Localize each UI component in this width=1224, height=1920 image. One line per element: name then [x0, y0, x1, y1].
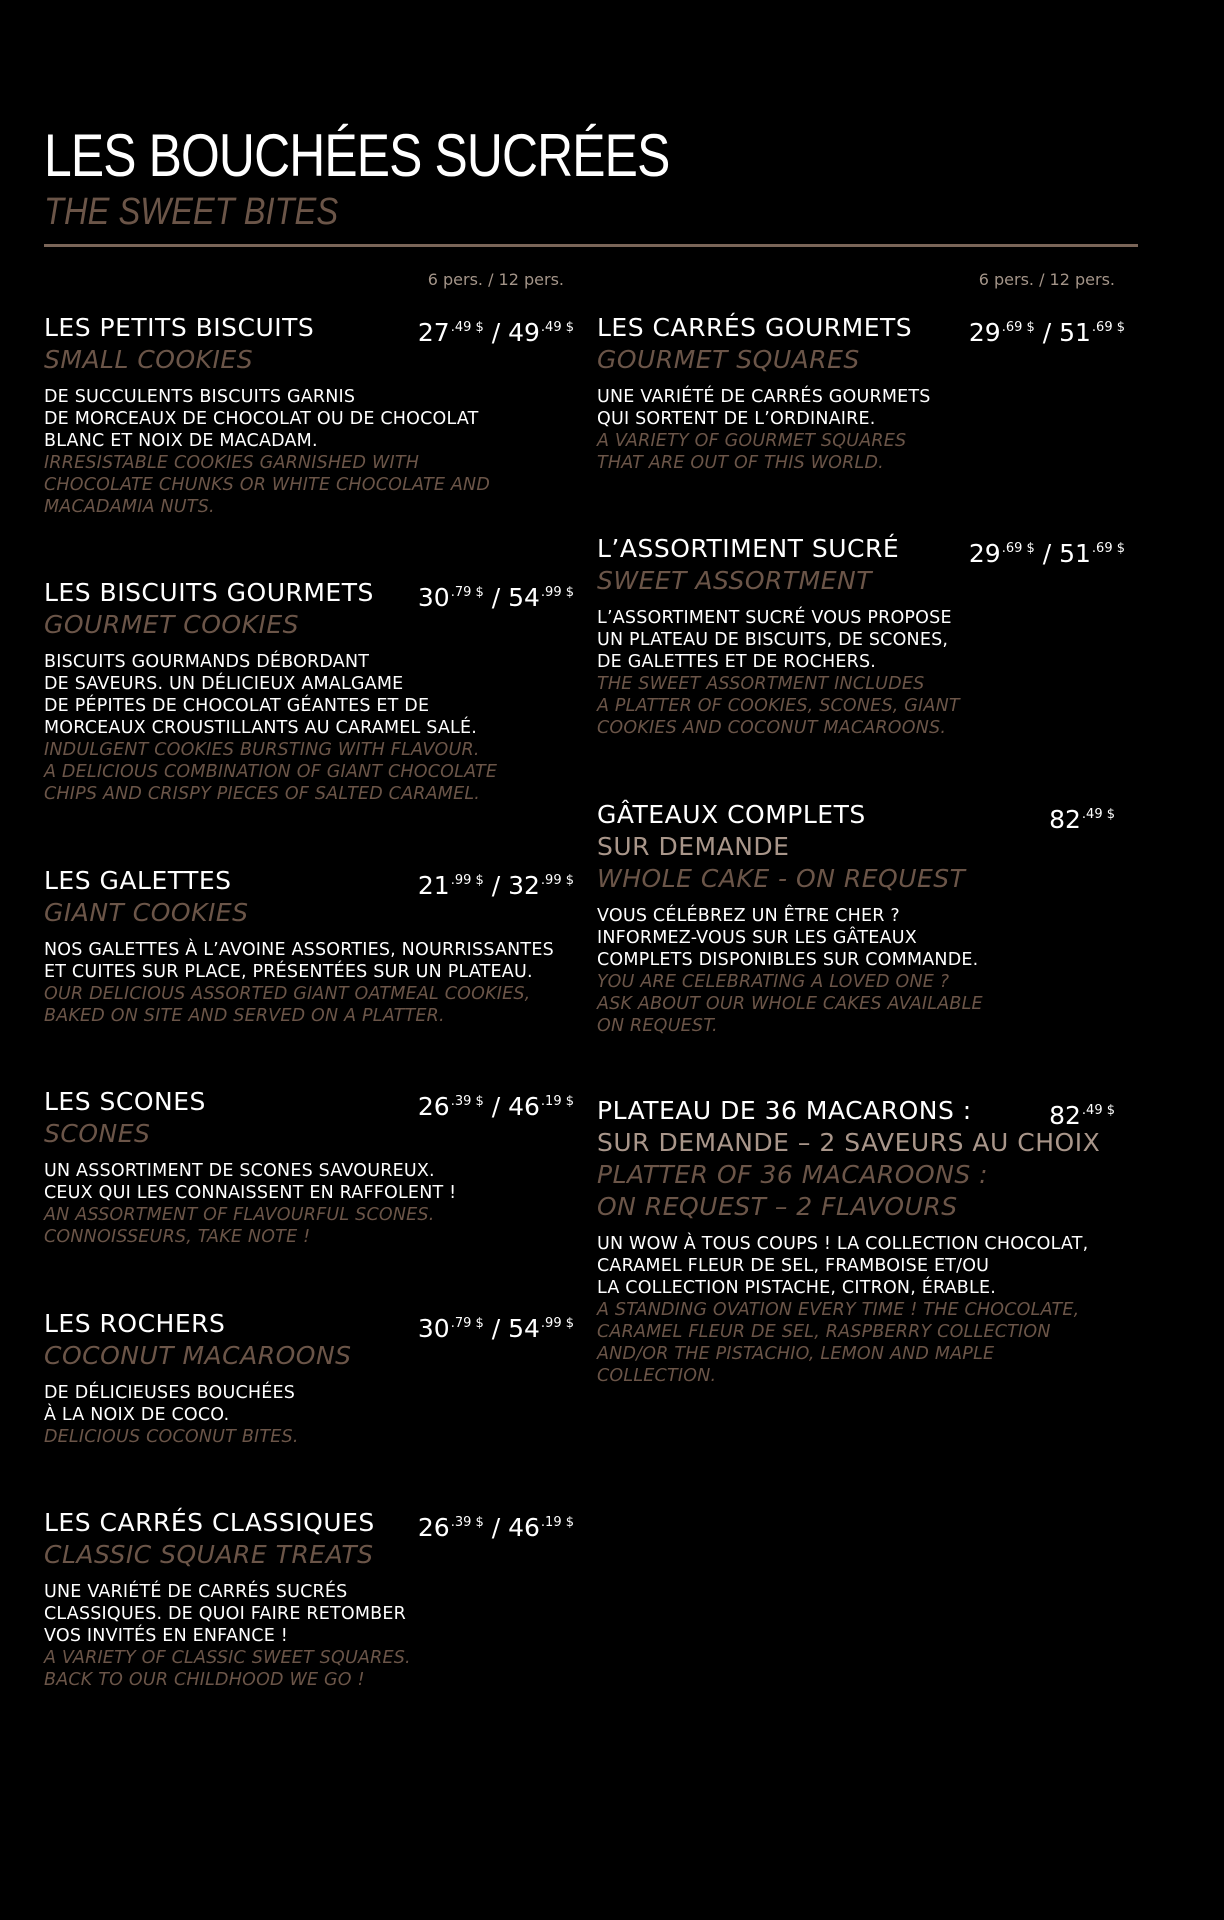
- item-name-en: GOURMET COOKIES: [44, 610, 300, 639]
- price-whole-cake: 82: [1049, 805, 1081, 834]
- price-12: 51: [1059, 318, 1091, 347]
- item-price: [418, 1086, 574, 1123]
- price-separator: /: [483, 1314, 509, 1343]
- menu-item: [44, 1086, 574, 1248]
- item-price: [418, 1507, 574, 1544]
- menu-item: [44, 1507, 574, 1691]
- item-name-en-detail: ON REQUEST – 2 FLAVOURS: [597, 1192, 958, 1221]
- item-name: LES CARRÉS GOURMETS: [597, 313, 913, 342]
- item-description-en: THE SWEET ASSORTMENT INCLUDES A PLATTER OF COOKIES, SCONES, GIANT COOKIES AND COCONUT MACAROONS.: [597, 674, 960, 738]
- menu-item: [597, 312, 1125, 474]
- price-separator: /: [483, 871, 509, 900]
- price-6-cents: .99 $: [450, 873, 484, 888]
- price-6: 29: [968, 539, 1001, 568]
- item-name-en: SMALL COOKIES: [44, 345, 254, 374]
- item-name: LES PETITS BISCUITS: [44, 313, 315, 342]
- item-name-en: GIANT COOKIES: [44, 898, 249, 927]
- price-12-cents: .49 $: [540, 320, 574, 335]
- price-6: 26: [417, 1092, 450, 1121]
- price-6: 26: [417, 1513, 450, 1542]
- price-whole-cake-cents: .49 $: [1081, 807, 1115, 822]
- price-separator: /: [483, 318, 509, 347]
- menu-item: [44, 312, 574, 518]
- item-description-en: INDULGENT COOKIES BURSTING WITH FLAVOUR. A DELICIOUS COMBINATION OF GIANT CHOCOLATE CHIPS AND CRISPY PIECES OF SALTED CARAMEL.: [44, 740, 498, 804]
- price-6-cents: .79 $: [450, 585, 484, 600]
- item-description-en: AN ASSORTMENT OF FLAVOURFUL SCONES. CONNOISSEURS, TAKE NOTE !: [44, 1205, 435, 1247]
- price-6-cents: .49 $: [450, 320, 484, 335]
- item-name-en: GOURMET SQUARES: [597, 345, 860, 374]
- item-name: LES GALETTES: [44, 866, 232, 895]
- price-12-cents: .19 $: [540, 1094, 574, 1109]
- page-subtitle: THE SWEET BITES: [44, 191, 339, 233]
- price-6-cents: .69 $: [1001, 320, 1035, 335]
- price-separator: /: [483, 1513, 509, 1542]
- price-separator: /: [483, 1092, 509, 1121]
- item-description-en: OUR DELICIOUS ASSORTED GIANT OATMEAL COOKIES, BAKED ON SITE AND SERVED ON A PLATTER.: [44, 984, 531, 1026]
- item-description: UNE VARIÉTÉ DE CARRÉS SUCRÉS CLASSIQUES. DE QUOI FAIRE RETOMBER VOS INVITÉS EN ENFANCE !: [44, 1582, 406, 1646]
- item-name-detail: SUR DEMANDE – 2 SAVEURS AU CHOIX: [597, 1128, 1101, 1157]
- header-divider: [44, 244, 1138, 247]
- item-description: VOUS CÉLÉBREZ UN ÊTRE CHER ? INFORMEZ-VOUS SUR LES GÂTEAUX COMPLETS DISPONIBLES SUR COMMANDE.: [597, 906, 979, 970]
- item-name: LES SCONES: [44, 1087, 206, 1116]
- price-separator: /: [483, 583, 509, 612]
- price-6-cents: .69 $: [1001, 541, 1035, 556]
- price-12-cents: .99 $: [540, 873, 574, 888]
- item-description: DE SUCCULENTS BISCUITS GARNIS DE MORCEAUX DE CHOCOLAT OU DE CHOCOLAT BLANC ET NOIX DE MACADAM.: [44, 387, 479, 451]
- item-name-en: WHOLE CAKE - ON REQUEST: [597, 864, 966, 893]
- item-description: UN ASSORTIMENT DE SCONES SAVOUREUX. CEUX QUI LES CONNAISSENT EN RAFFOLENT !: [44, 1161, 457, 1203]
- item-name: LES ROCHERS: [44, 1309, 226, 1338]
- price-platter-cents: .49 $: [1081, 1103, 1115, 1118]
- right-column: [597, 270, 1127, 1470]
- price-separator: /: [1034, 318, 1060, 347]
- item-description: UNE VARIÉTÉ DE CARRÉS GOURMETS QUI SORTENT DE L’ORDINAIRE.: [597, 387, 931, 429]
- item-name-en: SWEET ASSORTMENT: [597, 566, 873, 595]
- price-6: 30: [417, 1314, 450, 1343]
- price-separator: /: [1034, 539, 1060, 568]
- price-12-cents: .99 $: [540, 1316, 574, 1331]
- item-name: LES CARRÉS CLASSIQUES: [44, 1508, 375, 1537]
- price-12: 54: [508, 1314, 540, 1343]
- menu-item: [597, 799, 1125, 1037]
- item-description-en: A VARIETY OF CLASSIC SWEET SQUARES. BACK TO OUR CHILDHOOD WE GO !: [44, 1648, 411, 1690]
- price-12-cents: .99 $: [540, 585, 574, 600]
- price-platter: 82: [1049, 1101, 1081, 1130]
- menu-item: [597, 1095, 1125, 1387]
- item-description: DE DÉLICIEUSES BOUCHÉES À LA NOIX DE COCO.: [44, 1383, 296, 1425]
- price-6-cents: .39 $: [450, 1094, 484, 1109]
- item-description-en: A VARIETY OF GOURMET SQUARES THAT ARE OUT OF THIS WORLD.: [597, 431, 907, 473]
- price-6: 21: [417, 871, 450, 900]
- item-price: [969, 533, 1125, 570]
- price-12: 54: [508, 583, 540, 612]
- item-price: [418, 312, 574, 349]
- item-name: L’ASSORTIMENT SUCRÉ: [597, 534, 900, 563]
- price-12: 51: [1059, 539, 1091, 568]
- menu-header: [44, 122, 1138, 234]
- item-description-en: IRRESISTABLE COOKIES GARNISHED WITH CHOCOLATE CHUNKS OR WHITE CHOCOLATE AND MACADAMIA NUTS.: [44, 453, 491, 517]
- price-6-cents: .79 $: [450, 1316, 484, 1331]
- item-description-en: A STANDING OVATION EVERY TIME ! THE CHOCOLATE, CARAMEL FLEUR DE SEL, RASPBERRY COLLECTION AND/OR THE PISTACHIO, LEMON AND MAPLE COLLECTION.: [597, 1300, 1080, 1386]
- price-6-cents: .39 $: [450, 1515, 484, 1530]
- menu-item: [44, 577, 574, 805]
- item-price: [969, 312, 1125, 349]
- item-price: [1049, 1095, 1115, 1132]
- price-12: 46: [508, 1092, 540, 1121]
- item-name-en: CLASSIC SQUARE TREATS: [44, 1540, 374, 1569]
- item-name: GÂTEAUX COMPLETS: [597, 800, 866, 829]
- price-12-cents: .19 $: [540, 1515, 574, 1530]
- left-column: [44, 270, 574, 1710]
- menu-item: [44, 865, 574, 1027]
- price-12-cents: .69 $: [1091, 541, 1125, 556]
- item-price: [418, 865, 574, 902]
- portion-label: 6 pers. / 12 pers.: [978, 270, 1115, 289]
- item-name-detail: SUR DEMANDE: [597, 832, 790, 861]
- item-description-en: DELICIOUS COCONUT BITES.: [44, 1427, 299, 1447]
- price-12-cents: .69 $: [1091, 320, 1125, 335]
- item-name-en: SCONES: [44, 1119, 151, 1148]
- price-6: 30: [417, 583, 450, 612]
- item-name-en: COCONUT MACAROONS: [44, 1341, 352, 1370]
- item-price: [418, 1308, 574, 1345]
- item-price: [1049, 799, 1115, 836]
- price-6: 27: [417, 318, 450, 347]
- item-description: BISCUITS GOURMANDS DÉBORDANT DE SAVEURS. UN DÉLICIEUX AMALGAME DE PÉPITES DE CHOCOLAT GÉANTES ET DE MORCEAUX CROUSTILLANTS AU CARAMEL SALÉ.: [44, 652, 478, 738]
- item-price: [418, 577, 574, 614]
- price-12: 49: [508, 318, 540, 347]
- item-name: PLATEAU DE 36 MACARONS :: [597, 1096, 972, 1125]
- item-description: L’ASSORTIMENT SUCRÉ VOUS PROPOSE UN PLATEAU DE BISCUITS, DE SCONES, DE GALETTES ET DE ROCHERS.: [597, 608, 952, 672]
- menu-item: [44, 1308, 574, 1448]
- item-description: NOS GALETTES À L’AVOINE ASSORTIES, NOURRISSANTES ET CUITES SUR PLACE, PRÉSENTÉES SUR UN PLATEAU.: [44, 940, 554, 982]
- item-description-en: YOU ARE CELEBRATING A LOVED ONE ? ASK ABOUT OUR WHOLE CAKES AVAILABLE ON REQUEST.: [597, 972, 983, 1036]
- price-6: 29: [968, 318, 1001, 347]
- portion-label: 6 pers. / 12 pers.: [427, 270, 564, 289]
- item-description: UN WOW À TOUS COUPS ! LA COLLECTION CHOCOLAT, CARAMEL FLEUR DE SEL, FRAMBOISE ET/OU LA COLLECTION PISTACHE, CITRON, ÉRABLE.: [597, 1234, 1089, 1298]
- menu-item: [597, 533, 1125, 739]
- page-title: LES BOUCHÉES SUCRÉES: [44, 122, 670, 189]
- price-12: 46: [508, 1513, 540, 1542]
- item-name: LES BISCUITS GOURMETS: [44, 578, 374, 607]
- price-12: 32: [508, 871, 540, 900]
- item-name-en: PLATTER OF 36 MACAROONS :: [597, 1160, 989, 1189]
